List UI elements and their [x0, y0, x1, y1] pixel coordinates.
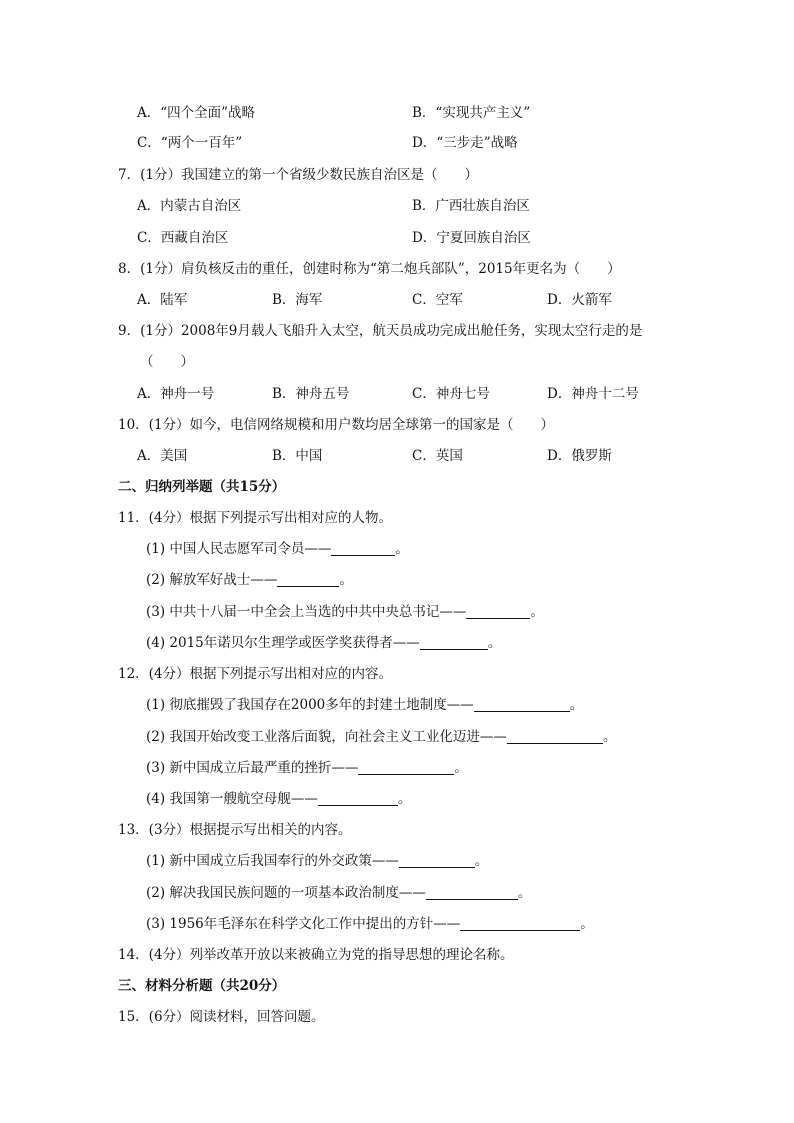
q13-stem: 13．(3分）根据提示写出相关的内容。 [118, 822, 352, 838]
q7-stem: 7．(1分）我国建立的第一个省级少数民族自治区是（ ） [118, 167, 478, 183]
q11-stem: 11．(4分）根据下列提示写出相对应的人物。 [118, 510, 393, 526]
answer-blank[interactable] [474, 697, 570, 712]
q7-option-a: A．内蒙古自治区 [137, 198, 242, 214]
answer-blank[interactable] [318, 791, 398, 806]
answer-blank[interactable] [358, 760, 454, 775]
q14-stem: 14．(4分）列举改革开放以来被确立为党的指导思想的理论名称。 [118, 947, 514, 963]
q12-item-2: (2) 我国开始改变工业落后面貌，向社会主义工业化迈进—— 。 [146, 729, 617, 745]
answer-blank[interactable] [466, 604, 530, 619]
q7-option-b: B．广西壮族自治区 [412, 198, 530, 214]
q13-item-3: (3) 1956年毛泽东在科学文化工作中提出的方针—— 。 [146, 916, 594, 932]
answer-blank[interactable] [460, 916, 580, 931]
answer-blank[interactable] [420, 635, 488, 650]
q10-option-a: A．美国 [137, 448, 188, 464]
q8-option-b: B．海军 [272, 292, 323, 308]
q7-option-c: C．西藏自治区 [137, 230, 229, 246]
q9-stem: 9．(1分）2008年9月载人飞船升入太空，航天员成功完成出舱任务，实现太空行走的是 [118, 323, 643, 339]
q11-item-3: (3) 中共十八届一中全会上当选的中共中央总书记—— 。 [146, 604, 544, 620]
q13-item-1: (1) 新中国成立后我国奉行的外交政策—— 。 [146, 853, 489, 869]
q9-option-b: B．神舟五号 [272, 386, 350, 402]
q8-option-d: D．火箭军 [547, 292, 612, 308]
answer-blank[interactable] [507, 729, 603, 744]
answer-blank[interactable] [426, 885, 518, 900]
q9-stem-continuation: （ ） [140, 354, 194, 370]
q15-stem: 15．(6分）阅读材料，回答问题。 [118, 1009, 325, 1025]
q9-option-a: A．神舟一号 [137, 386, 215, 402]
q11-item-1: (1) 中国人民志愿军司令员—— 。 [146, 541, 409, 557]
q11-item-2: (2) 解放军好战士—— 。 [146, 572, 353, 588]
q8-stem: 8．(1分）肩负核反击的重任，创建时称为“第二炮兵部队”，2015年更名为（ ） [118, 261, 621, 277]
q6-option-d: D．“三步走”战略 [412, 135, 518, 151]
q10-option-d: D．俄罗斯 [547, 448, 612, 464]
q6-option-a: A．“四个全面”战略 [137, 105, 256, 121]
q11-item-4: (4) 2015年诺贝尔生理学或医学奖获得者—— 。 [146, 635, 502, 651]
q12-item-3: (3) 新中国成立后最严重的挫折—— 。 [146, 760, 468, 776]
q6-option-b: B．“实现共产主义” [412, 105, 531, 121]
q9-option-d: D．神舟十二号 [547, 386, 639, 402]
q10-stem: 10．(1分）如今，电信网络规模和用户数均居全球第一的国家是（ ） [118, 417, 555, 433]
q8-option-c: C．空军 [412, 292, 463, 308]
q6-option-c: C．“两个一百年” [137, 135, 243, 151]
section-3-heading: 三、材料分析题（共20分） [118, 978, 286, 994]
answer-blank[interactable] [277, 572, 339, 587]
answer-blank[interactable] [331, 541, 395, 556]
q12-stem: 12．(4分）根据下列提示写出相对应的内容。 [118, 666, 393, 682]
q7-option-d: D．宁夏回族自治区 [412, 230, 531, 246]
q12-item-1: (1) 彻底摧毁了我国存在2000多年的封建土地制度—— 。 [146, 697, 584, 713]
q9-option-c: C．神舟七号 [412, 386, 490, 402]
section-2-heading: 二、归纳列举题（共15分） [118, 479, 286, 495]
answer-blank[interactable] [399, 853, 475, 868]
q13-item-2: (2) 解决我国民族问题的一项基本政治制度—— 。 [146, 885, 532, 901]
q10-option-b: B．中国 [272, 448, 323, 464]
q8-option-a: A．陆军 [137, 292, 188, 308]
q10-option-c: C．英国 [412, 448, 463, 464]
q12-item-4: (4) 我国第一艘航空母舰—— 。 [146, 791, 412, 807]
